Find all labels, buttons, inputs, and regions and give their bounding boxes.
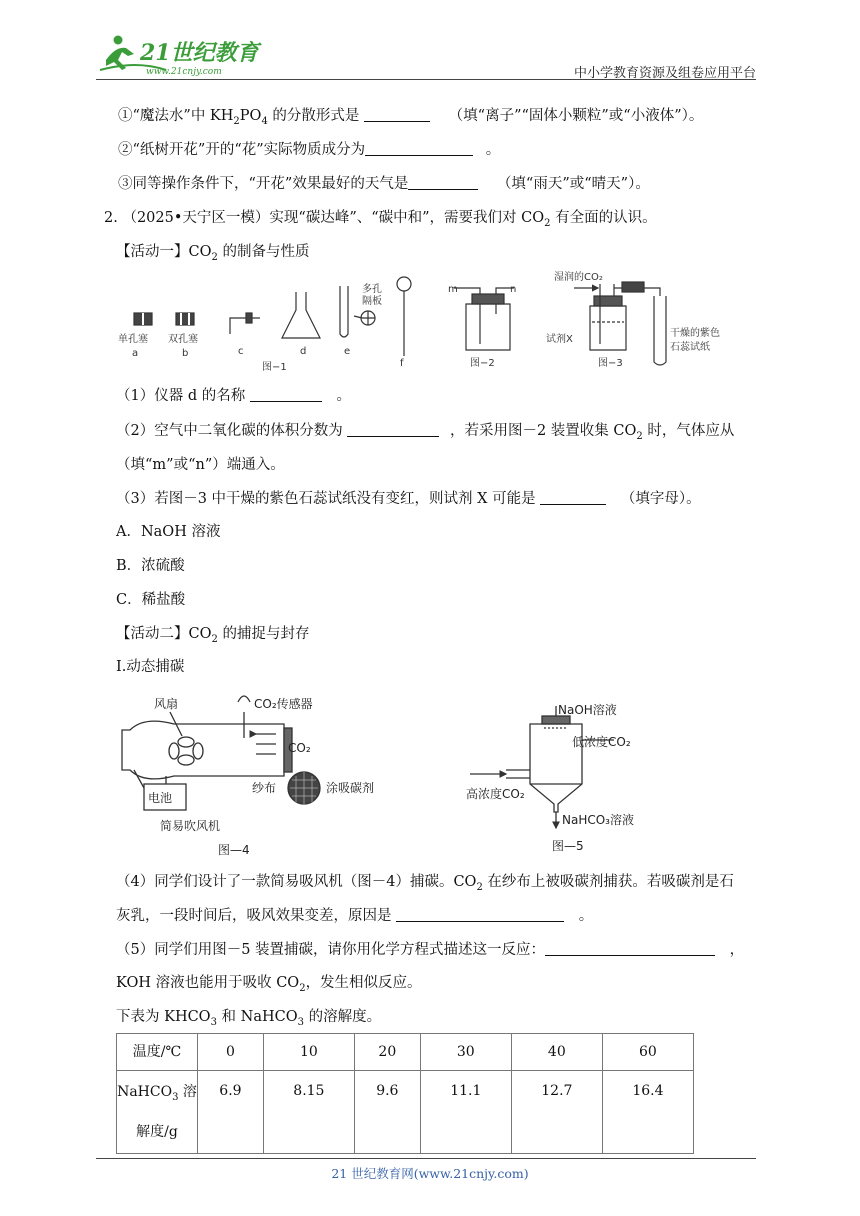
activity-2-heading: 【活动二】$CO_2$ 的捕捉与封存 bbox=[116, 626, 310, 645]
label-n: n bbox=[510, 284, 517, 295]
q2-part-2: （2）空气中二氧化碳的体积分数为 ，若采用图－2 装置收集 $CO_2$ 时，气体应从 bbox=[116, 423, 735, 442]
label-battery: 电池 bbox=[148, 791, 173, 805]
q2-part-1: （1）仪器 d 的名称 。 bbox=[116, 388, 351, 404]
fig1-caption: 图−1 bbox=[262, 362, 287, 373]
label-m: m bbox=[448, 284, 458, 295]
row-header-cell: NaHCO$_3$ 溶 解度/g bbox=[117, 1071, 198, 1154]
label-c: c bbox=[238, 346, 244, 357]
answer-blank[interactable] bbox=[347, 436, 439, 437]
double-hole-stopper-icon bbox=[176, 313, 194, 325]
footer-rule bbox=[96, 1158, 756, 1159]
footer-link[interactable]: 21 世纪教育网(www.21cnjy.com) bbox=[331, 1166, 529, 1181]
header-cell: 10 bbox=[263, 1034, 354, 1071]
q1-item-3: ③同等操作条件下，“开花”效果最好的天气是 （填“雨天”或“晴天”）。 bbox=[118, 176, 650, 192]
q2-part-5-line2: KOH 溶液也能用于吸收 $CO_2$，发生相似反应。 bbox=[116, 975, 422, 994]
answer-blank[interactable] bbox=[545, 955, 715, 956]
answer-blank[interactable] bbox=[365, 155, 473, 156]
label-wet-co2: 湿润的CO₂ bbox=[554, 272, 603, 283]
conical-flask-icon bbox=[282, 292, 320, 338]
value-cell: 9.6 bbox=[354, 1071, 420, 1154]
label-low-co2: 低浓度CO₂ bbox=[572, 735, 631, 749]
table-intro: 下表为 $KHCO_3$ 和 NaHCO$_3$ 的溶解度。 bbox=[116, 1009, 382, 1028]
q2-intro: 2. （2025•天宁区一模）实现“碳达峰”、“碳中和”，需要我们对 $CO_2$ 有全面的认识。 bbox=[104, 210, 657, 229]
answer-blank[interactable] bbox=[396, 921, 564, 922]
label-f: f bbox=[400, 358, 404, 369]
gas-bottle-icon bbox=[466, 304, 510, 350]
solubility-table bbox=[116, 1033, 694, 1154]
q2-part-5-line1: （5）同学们用图－5 装置捕碳，请你用化学方程式描述这一反应： ， bbox=[116, 942, 745, 958]
answer-blank[interactable] bbox=[540, 504, 606, 505]
q2-part-3: （3）若图－3 中干燥的紫色石蕊试纸没有变红，则试剂 X 可能是 （填字母）。 bbox=[116, 491, 701, 507]
logo-url: www.21cnjy.com bbox=[146, 67, 222, 77]
label-porous-1: 多孔 bbox=[362, 284, 382, 295]
apparatus-figures-1-3 bbox=[114, 266, 754, 376]
test-tube-icon bbox=[340, 286, 348, 337]
label-high-co2: 高浓度CO₂ bbox=[466, 787, 525, 801]
value-cell: 6.9 bbox=[198, 1071, 264, 1154]
fig5-caption: 图—5 bbox=[552, 839, 584, 853]
table-row bbox=[117, 1071, 694, 1154]
label-b: b bbox=[182, 348, 189, 359]
section-dynamic-capture: Ⅰ.动态捕碳 bbox=[116, 659, 185, 675]
label-d: d bbox=[300, 346, 307, 357]
label-dry-paper-2: 石蕊试纸 bbox=[670, 342, 710, 353]
value-cell: 12.7 bbox=[511, 1071, 602, 1154]
label-co2-sensor: CO₂传感器 bbox=[254, 697, 313, 711]
washing-bottle-icon bbox=[590, 306, 626, 350]
option-b: B．浓硫酸 bbox=[116, 558, 185, 574]
q1-item-1: ①“魔法水”中 $KH_2PO_4$ 的分散形式是 （填“离子”“固体小颗粒”或“小液体”）。 bbox=[118, 108, 704, 127]
label-reagent-x: 试剂X bbox=[546, 334, 573, 345]
bent-tube-icon bbox=[230, 318, 260, 334]
label-porous-2: 隔板 bbox=[362, 296, 382, 307]
answer-blank[interactable] bbox=[250, 401, 322, 402]
header-cell: 0 bbox=[198, 1034, 264, 1071]
table-header-row bbox=[117, 1034, 694, 1071]
q1-item-2: ②“纸树开花”开的“花”实际物质成分为 。 bbox=[118, 142, 501, 158]
platform-name: 中小学教育资源及组卷应用平台 bbox=[573, 66, 756, 81]
value-cell: 11.1 bbox=[420, 1071, 511, 1154]
logo-text: 21世纪教育 bbox=[140, 40, 259, 66]
q2-part-2-line2: （填“m”或“n”）端通入。 bbox=[116, 457, 285, 473]
header-cell: 温度/℃ bbox=[117, 1034, 198, 1071]
header-rule bbox=[96, 79, 756, 80]
header-cell: 20 bbox=[354, 1034, 420, 1071]
label-dry-paper-1: 干燥的紫色 bbox=[670, 328, 720, 339]
q2-part-4-line2: 灰乳，一段时间后，吸风效果变差，原因是 。 bbox=[116, 908, 594, 924]
q2-part-4-line1: （4）同学们设计了一款简易吸风机（图－4）捕碳。$CO_2$ 在纱布上被吸碳剂捕获。若吸碳剂是石 bbox=[116, 874, 734, 893]
answer-blank[interactable] bbox=[364, 121, 430, 122]
value-cell: 16.4 bbox=[602, 1071, 693, 1154]
header-cell: 30 bbox=[420, 1034, 511, 1071]
fig2-caption: 图−2 bbox=[470, 358, 495, 369]
activity-1-heading: 【活动一】$CO_2$ 的制备与性质 bbox=[116, 244, 310, 263]
answer-blank[interactable] bbox=[408, 189, 478, 190]
fan-icon bbox=[178, 737, 194, 747]
option-a: A．NaOH 溶液 bbox=[116, 524, 221, 540]
label-simple-blower: 简易吹风机 bbox=[160, 819, 221, 833]
label-naoh: NaOH溶液 bbox=[558, 703, 617, 717]
label-double-stopper: 双孔塞 bbox=[168, 334, 198, 345]
label-absorbent: 涂吸碳剂 bbox=[326, 781, 375, 795]
label-single-stopper: 单孔塞 bbox=[118, 334, 148, 345]
apparatus-figures-4-5 bbox=[114, 684, 674, 860]
dry-test-tube-icon bbox=[654, 296, 666, 365]
label-nahco3: NaHCO₃溶液 bbox=[562, 813, 634, 827]
label-co2: CO₂ bbox=[288, 741, 311, 755]
page-header bbox=[96, 30, 760, 82]
label-e: e bbox=[344, 346, 351, 357]
site-logo bbox=[96, 30, 266, 78]
label-gauze: 纱布 bbox=[252, 781, 277, 795]
option-c: C．稀盐酸 bbox=[116, 592, 186, 608]
header-cell: 60 bbox=[602, 1034, 693, 1071]
fig4-caption: 图—4 bbox=[218, 843, 250, 857]
header-cell: 40 bbox=[511, 1034, 602, 1071]
fig3-caption: 图−3 bbox=[598, 358, 623, 369]
label-fan: 风扇 bbox=[154, 697, 179, 711]
funnel-icon bbox=[397, 277, 411, 291]
label-a: a bbox=[132, 348, 139, 359]
value-cell: 8.15 bbox=[263, 1071, 354, 1154]
